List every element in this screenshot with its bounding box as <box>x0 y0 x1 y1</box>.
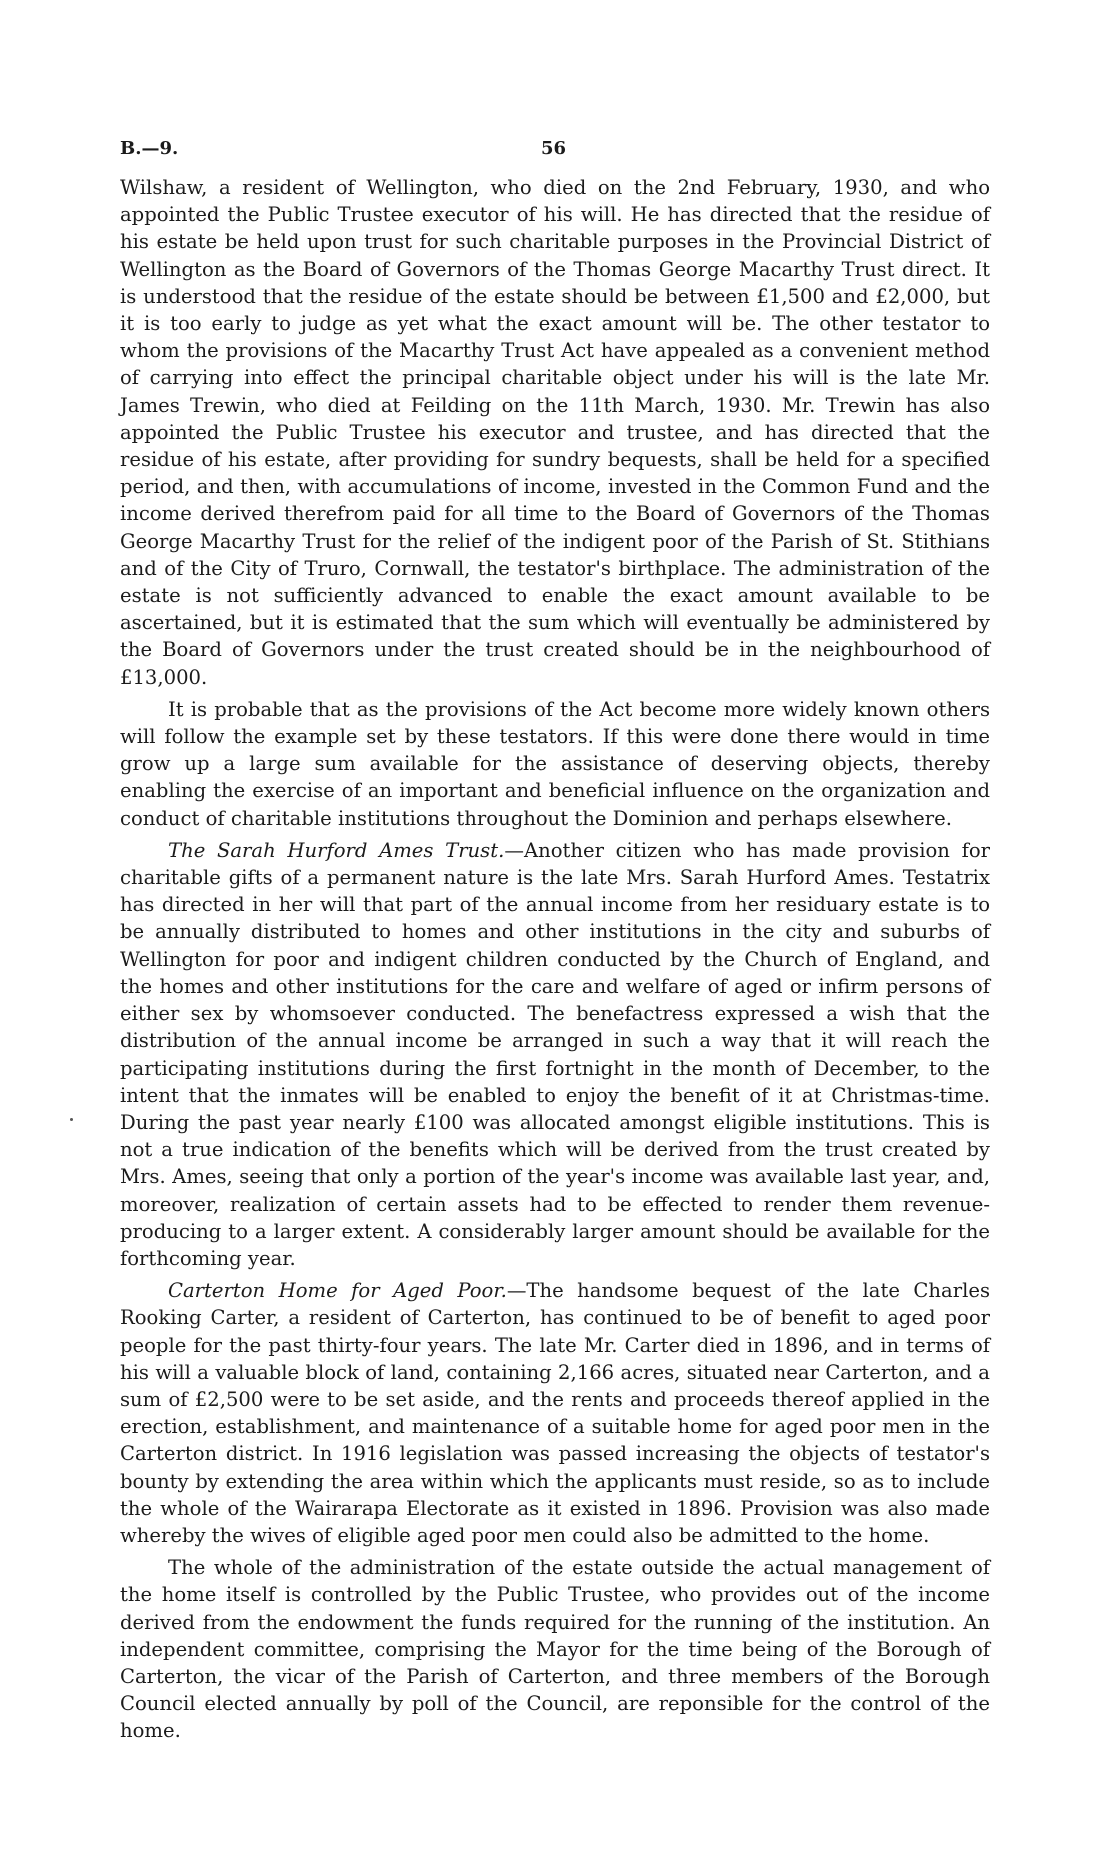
page-header <box>120 138 990 174</box>
body-text <box>120 174 990 1745</box>
paragraph-administration <box>120 1554 990 1744</box>
document-reference: B.—9. <box>120 138 179 159</box>
paragraph-text: —The handsome bequest of the late Charles Rooking Carter, a resident of Carterton, has continued to be of benefit to aged poor people for the past thirty-four years. The late Mr. Carter died in 1896, and in terms of his will a valuable block of land, containing 2,166 acres, situated near Carterton, and a sum of £2,500 were to be set aside, and the rents and proceeds thereof applied in the erection, establishment, and maintenance of a suitable home for aged poor men in the Carterton district. In 1916 legislation was passed increasing the objects of testator's bounty by extending the area within which the applicants must reside, so as to include the whole of the Wairarapa Electorate as it existed in 1896. Provision was also made whereby the wives of eligible aged poor men could also be admitted to the home. <box>120 1279 990 1547</box>
margin-mark <box>70 1118 73 1121</box>
paragraph-text: —Another citizen who has made provision for charitable gifts of a permanent nature is the late Mrs. Sarah Hurford Ames. Testatrix has directed in her will that part of the annual income from her residuary estate is to be annually distributed to homes and other institutions in the city and suburbs of Wellington for poor and indigent children conducted by the Church of England, and the homes and other institutions for the care and welfare of aged or infirm persons of either sex by whomsoever conducted. The benefactress expressed a wish that the distribution of the annual income be arranged in such a way that it will reach the participating institutions during the first fortnight in the month of December, to the intent that the inmates will be enabled to enjoy the benefit of it at Christmas-time. During the past year nearly £100 was allocated amongst eligible institutions. This is not a true indication of the benefits which will be derived from the trust created by Mrs. Ames, seeing that only a portion of the year's income was available last year, and, moreover, realization of certain assets had to be effected to render them revenue-producing to a larger extent. A considerably larger amount should be available for the forthcoming year. <box>120 838 990 1270</box>
page-number: 56 <box>541 138 567 159</box>
section-heading: The Sarah Hurford Ames Trust. <box>168 838 505 862</box>
paragraph-act-provisions <box>120 696 990 832</box>
paragraph-text: It is probable that as the provisions of the Act become more widely known others will follow the example set by these testators. If this were done there would in time grow up a large sum available for the assistance of deserving objects, thereby enabling the exercise of an important and beneficial influence on the organization and conduct of charitable institutions throughout the Dominion and perhaps elsewhere. <box>120 697 990 830</box>
section-heading: Carterton Home for Aged Poor. <box>168 1279 507 1303</box>
paragraph-continuation <box>120 174 990 691</box>
paragraph-text: Wilshaw, a resident of Wellington, who died on the 2nd February, 1930, and who appointed the Public Trustee executor of his will. He has directed that the residue of his estate be held upon trust for such charitable purposes in the Provincial District of Wellington as the Board of Governors of the Thomas George Macarthy Trust direct. It is understood that the residue of the estate should be between £1,500 and £2,000, but it is too early to judge as yet what the exact amount will be. The other testator to whom the provisions of the Macarthy Trust Act have appealed as a convenient method of carrying into effect the principal charitable object under his will is the late Mr. James Trewin, who died at Feilding on the 11th March, 1930. Mr. Trewin has also appointed the Public Trustee his executor and trustee, and has directed that the residue of his estate, after providing for sundry bequests, shall be held for a specified period, and then, with accumulations of income, invested in the Common Fund and the income derived therefrom paid for all time to the Board of Governors of the Thomas George Macarthy Trust for the relief of the indigent poor of the Parish of St. Stithians and of the City of Truro, Cornwall, the testator's birthplace. The administration of the estate is not sufficiently advanced to enable the exact amount available to be ascertained, but it is estimated that the sum which will eventually be administered by the Board of Governors under the trust created should be in the neighbourhood of £13,000. <box>120 176 990 689</box>
paragraph-carterton-home <box>120 1277 990 1549</box>
document-page <box>120 138 990 1750</box>
paragraph-ames-trust <box>120 837 990 1272</box>
paragraph-text: The whole of the administration of the estate outside the actual management of the home itself is controlled by the Public Trustee, who provides out of the income derived from the endowment the funds required for the running of the institution. An independent committee, comprising the Mayor for the time being of the Borough of Carterton, the vicar of the Parish of Carterton, and three members of the Borough Council elected annually by poll of the Council, are reponsible for the control of the home. <box>120 1556 990 1743</box>
